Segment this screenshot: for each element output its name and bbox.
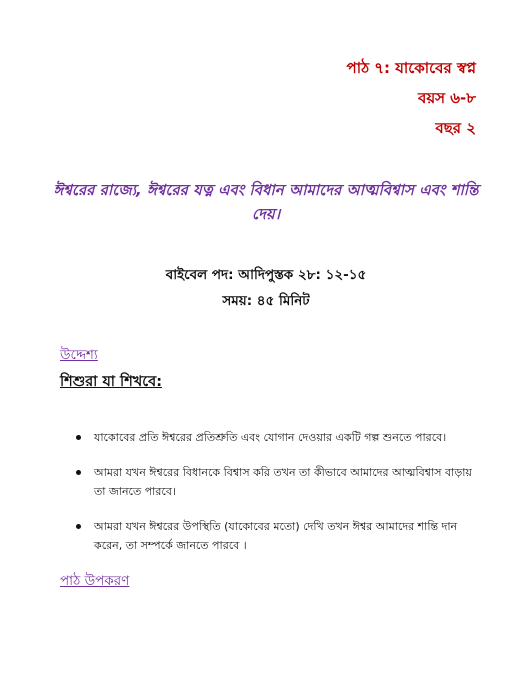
list-item [76,428,476,447]
list-item [76,517,476,555]
lesson-title: পাঠ ৭: যাকোবের স্বপ্ন [346,59,476,77]
objective-text: আমরা যখন ঈশ্বরের বিধানকে বিশ্বাস করি তখন তা কীভাবে আমাদের আত্মবিশ্বাস বাড়ায় তা জানতে পারবে। [94,466,472,498]
scripture-reference: বাইবেল পদ: আদিপুস্তক ২৮: ১২-১৫ [165,267,367,283]
bullet-icon [76,470,81,475]
lesson-theme: ঈশ্বরের রাজ্যে, ঈশ্বরের যত্ন এবং বিধান আমাদের আত্মবিশ্বাস এবং শান্তি দেয়। [53,181,479,223]
list-item [76,463,476,501]
objectives-list [76,428,476,571]
objective-text: যাকোবের প্রতি ঈশ্বরের প্রতিশ্রুতি এবং যোগান দেওয়ার একটি গল্প শুনতে পারবে। [94,431,447,444]
objectives-heading[interactable]: উদ্দেশ্য [60,347,98,363]
lesson-header [347,60,476,150]
bullet-icon [76,435,81,440]
lesson-duration: সময়: ৪৫ মিনিট [222,293,310,309]
objective-text: আমরা যখন ঈশ্বরের উপস্থিতি (যাকোবের মতো) দেখি তখন ঈশ্বর আমাদের শান্তি দান করেন, তা সম্পর্কে জানতে পারবে । [94,520,458,552]
materials-heading[interactable]: পাঠ উপকরণ [60,573,130,589]
learning-outcomes-heading: শিশুরা যা শিখবে: [60,374,162,390]
curriculum-year: বছর ২ [435,119,476,137]
age-range: বয়স ৬-৮ [417,89,476,107]
bullet-icon [76,524,81,529]
